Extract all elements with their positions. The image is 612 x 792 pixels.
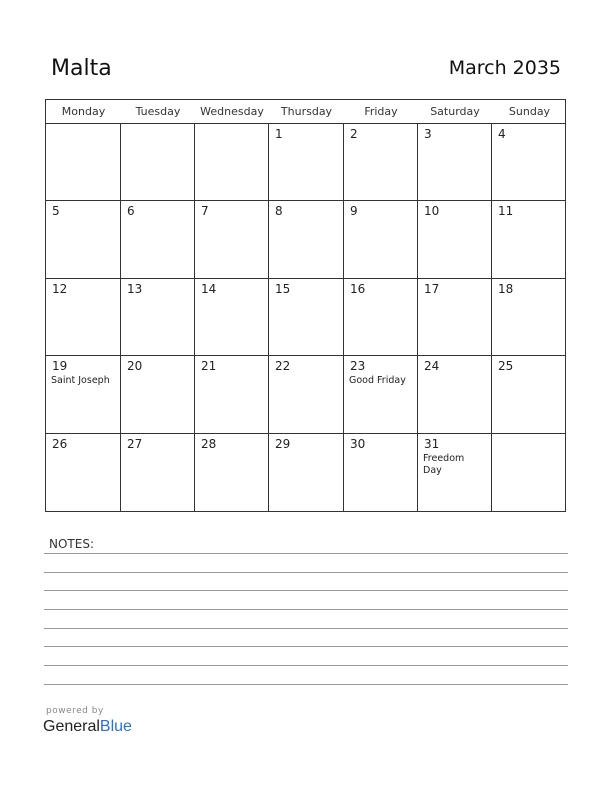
day-cell bbox=[418, 356, 492, 434]
day-cell bbox=[492, 124, 567, 201]
notes-line bbox=[44, 665, 568, 666]
notes-line bbox=[44, 590, 568, 591]
day-cell bbox=[121, 124, 195, 201]
notes-line bbox=[44, 572, 568, 573]
weekday-header-thursday: Thursday bbox=[280, 105, 333, 118]
holiday-label: Saint Joseph bbox=[51, 375, 110, 386]
weekday-header-monday: Monday bbox=[61, 105, 106, 118]
notes-label: NOTES: bbox=[49, 537, 94, 551]
notes-line bbox=[44, 684, 568, 685]
day-number: 21 bbox=[201, 359, 217, 373]
country-title: Malta bbox=[51, 56, 112, 81]
day-cell bbox=[492, 434, 567, 512]
holiday-label: Freedom Day bbox=[423, 453, 465, 476]
day-number: 2 bbox=[350, 127, 358, 141]
notes-line bbox=[44, 553, 568, 554]
day-cell bbox=[46, 201, 121, 279]
day-number: 18 bbox=[498, 282, 514, 296]
day-cell bbox=[46, 434, 121, 512]
day-cell bbox=[344, 434, 418, 512]
day-number: 7 bbox=[201, 204, 209, 218]
day-number: 19 bbox=[52, 359, 68, 373]
day-cell bbox=[344, 201, 418, 279]
day-number: 15 bbox=[275, 282, 291, 296]
weekday-header-tuesday: Tuesday bbox=[135, 105, 181, 118]
day-cell bbox=[195, 356, 269, 434]
day-cell bbox=[195, 124, 269, 201]
weekday-header-row bbox=[46, 100, 565, 124]
day-cell bbox=[121, 434, 195, 512]
day-cell bbox=[46, 279, 121, 356]
day-cell bbox=[46, 356, 121, 434]
day-cell bbox=[269, 124, 344, 201]
day-number: 1 bbox=[275, 127, 283, 141]
day-number: 27 bbox=[127, 437, 143, 451]
notes-line bbox=[44, 628, 568, 629]
day-number: 4 bbox=[498, 127, 506, 141]
day-number: 28 bbox=[201, 437, 217, 451]
day-number: 20 bbox=[127, 359, 143, 373]
day-cell bbox=[121, 356, 195, 434]
day-number: 9 bbox=[350, 204, 358, 218]
day-cell bbox=[492, 356, 567, 434]
day-cell bbox=[418, 279, 492, 356]
day-number: 22 bbox=[275, 359, 291, 373]
weekday-header-wednesday: Wednesday bbox=[200, 105, 264, 118]
day-cell bbox=[344, 124, 418, 201]
day-cell bbox=[121, 279, 195, 356]
notes-line bbox=[44, 646, 568, 647]
day-number: 29 bbox=[275, 437, 291, 451]
day-cell bbox=[195, 201, 269, 279]
weekday-header-friday: Friday bbox=[364, 105, 398, 118]
day-number: 25 bbox=[498, 359, 514, 373]
day-number: 10 bbox=[424, 204, 440, 218]
month-title: March 2035 bbox=[448, 57, 561, 79]
brand-general: General bbox=[43, 718, 100, 735]
day-cell bbox=[269, 201, 344, 279]
day-number: 12 bbox=[52, 282, 68, 296]
brand-blue: Blue bbox=[99, 718, 132, 735]
day-number: 26 bbox=[52, 437, 68, 451]
holiday-label: Good Friday bbox=[349, 375, 406, 386]
day-number: 14 bbox=[201, 282, 217, 296]
day-number: 24 bbox=[424, 359, 440, 373]
weekday-header-sunday: Sunday bbox=[508, 105, 551, 118]
day-cell bbox=[418, 201, 492, 279]
weekday-header-saturday: Saturday bbox=[430, 105, 480, 118]
day-number: 11 bbox=[498, 204, 514, 218]
powered-by-text: powered by bbox=[46, 706, 104, 716]
day-cell bbox=[344, 356, 418, 434]
calendar-grid bbox=[45, 99, 566, 512]
day-cell bbox=[492, 279, 567, 356]
notes-line bbox=[44, 609, 568, 610]
day-number: 31 bbox=[424, 437, 440, 451]
day-number: 30 bbox=[350, 437, 366, 451]
day-number: 8 bbox=[275, 204, 283, 218]
day-cell bbox=[269, 434, 344, 512]
day-number: 5 bbox=[52, 204, 60, 218]
day-cell bbox=[418, 124, 492, 201]
day-number: 6 bbox=[127, 204, 135, 218]
day-cell bbox=[46, 124, 121, 201]
day-cell bbox=[269, 279, 344, 356]
day-cell bbox=[121, 201, 195, 279]
brand-logo bbox=[43, 718, 132, 736]
day-number: 3 bbox=[424, 127, 432, 141]
day-cell bbox=[195, 279, 269, 356]
day-number: 16 bbox=[350, 282, 366, 296]
day-number: 23 bbox=[350, 359, 366, 373]
day-cell bbox=[195, 434, 269, 512]
day-cell bbox=[418, 434, 492, 512]
day-number: 13 bbox=[127, 282, 143, 296]
day-cell bbox=[344, 279, 418, 356]
day-cell bbox=[269, 356, 344, 434]
day-number: 17 bbox=[424, 282, 440, 296]
day-cell bbox=[492, 201, 567, 279]
